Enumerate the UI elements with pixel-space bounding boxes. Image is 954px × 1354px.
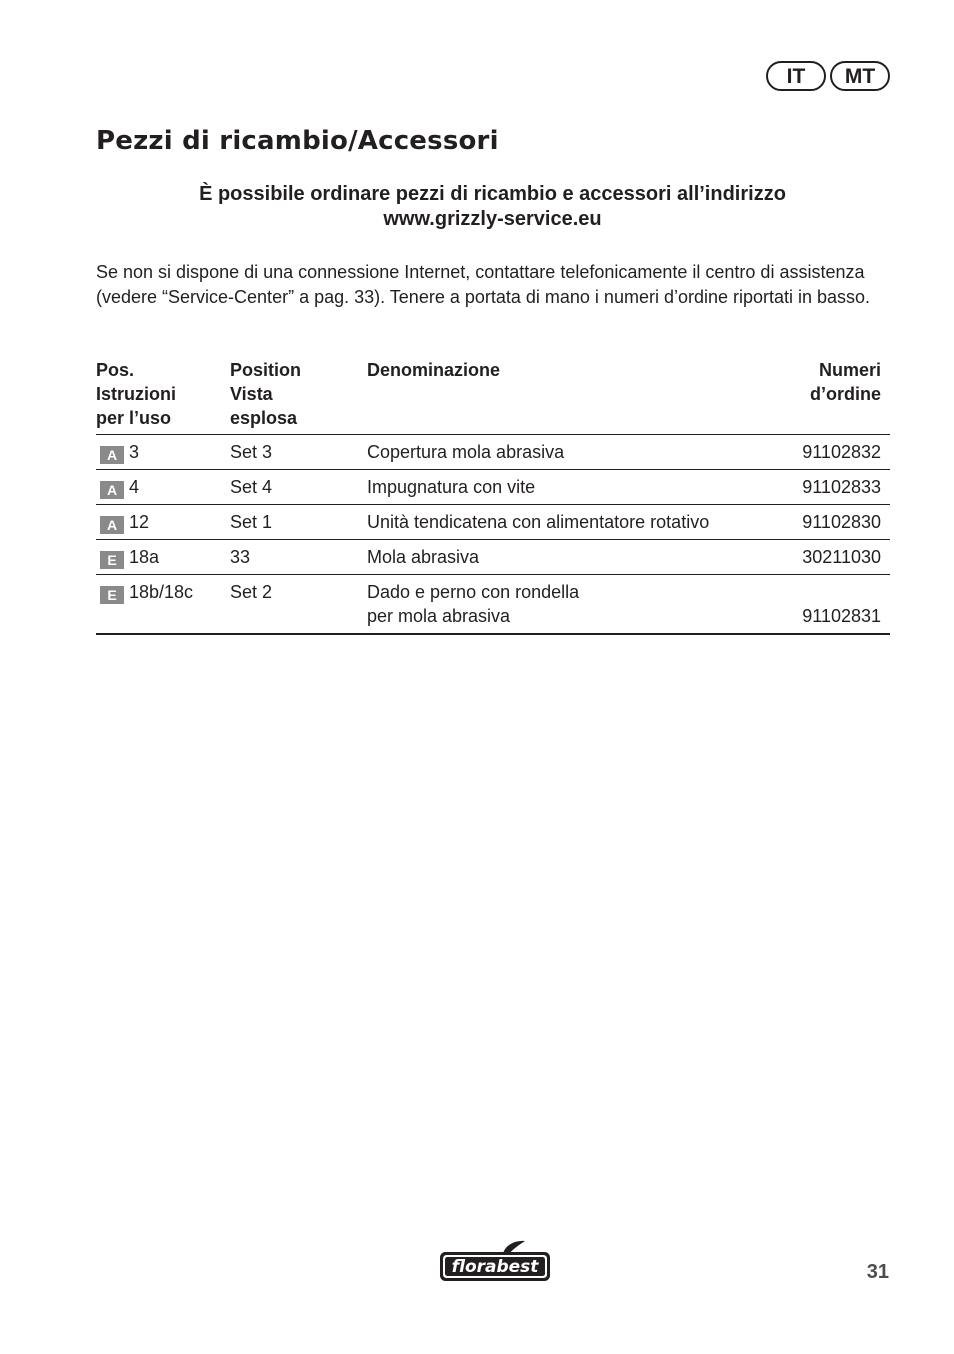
header-pos-line: Pos. — [96, 360, 135, 380]
cell-denominazione — [367, 540, 783, 575]
pos-number: 3 — [129, 442, 140, 462]
cell-denominazione — [367, 470, 783, 505]
table-row — [96, 470, 890, 505]
table-header-row — [96, 358, 890, 435]
pos-number: 18a — [129, 547, 160, 567]
order-info-heading — [96, 182, 889, 232]
cell-denominazione — [367, 435, 783, 470]
cell-pos — [96, 435, 230, 470]
page-number: 31 — [866, 1261, 889, 1283]
table-row — [96, 505, 890, 540]
florabest-logo — [439, 1239, 551, 1288]
cell-pos — [96, 470, 230, 505]
header-vista — [230, 358, 367, 435]
denominazione-line: Impugnatura con vite — [367, 477, 536, 497]
cell-pos — [96, 575, 230, 635]
cell-vista: 33 — [230, 540, 367, 575]
cell-vista: Set 4 — [230, 470, 367, 505]
service-url: www.grizzly-service.eu — [383, 208, 602, 230]
cell-pos — [96, 505, 230, 540]
header-vista-line: esplosa — [230, 408, 298, 428]
intro-paragraph: Se non si dispone di una connessione Internet, contattare telefonicamente il centro di assistenza (vedere “Service-Center” a pag. 33). Tenere a portata di mano i numeri d’ordine riportati in basso. — [96, 262, 871, 307]
header-denominazione — [367, 358, 783, 435]
cell-numero: 91102831 — [783, 575, 890, 635]
table-row — [96, 435, 890, 470]
header-vista-line: Vista — [230, 384, 273, 404]
figure-badge: E — [100, 586, 124, 604]
table-row — [96, 575, 890, 635]
header-pos — [96, 358, 230, 435]
language-badge-it: IT — [766, 61, 826, 91]
figure-badge: E — [100, 551, 124, 569]
cell-vista: Set 3 — [230, 435, 367, 470]
denominazione-line: Dado e perno con rondella — [367, 582, 580, 602]
page-title: Pezzi di ricambio/Accessori — [96, 126, 499, 156]
cell-denominazione — [367, 505, 783, 540]
header-numeri-line: d’ordine — [810, 384, 881, 404]
header-numeri — [783, 358, 890, 435]
pos-number: 4 — [129, 477, 140, 497]
header-pos-line: Istruzioni — [96, 384, 176, 404]
cell-pos — [96, 540, 230, 575]
header-numeri-line: Numeri — [818, 360, 881, 380]
pos-number: 12 — [129, 512, 150, 532]
language-badges — [766, 61, 890, 91]
header-vista-line: Position — [230, 360, 301, 380]
cell-denominazione — [367, 575, 783, 635]
cell-vista: Set 1 — [230, 505, 367, 540]
cell-numero: 91102830 — [783, 505, 890, 540]
figure-badge: A — [100, 481, 124, 499]
language-badge-mt: MT — [830, 61, 890, 91]
cell-vista: Set 2 — [230, 575, 367, 635]
figure-badge: A — [100, 446, 124, 464]
logo-wordmark: florabest — [451, 1257, 539, 1277]
denominazione-line: Copertura mola abrasiva — [367, 442, 565, 462]
spare-parts-table — [96, 358, 890, 635]
order-info-line: È possibile ordinare pezzi di ricambio e accessori all’indirizzo — [199, 183, 786, 205]
cell-numero: 30211030 — [783, 540, 890, 575]
cell-numero: 91102832 — [783, 435, 890, 470]
figure-badge: A — [100, 516, 124, 534]
table-row — [96, 540, 890, 575]
denominazione-line: per mola abrasiva — [367, 606, 511, 626]
header-pos-line: per l’uso — [96, 408, 172, 428]
denominazione-line: Mola abrasiva — [367, 547, 480, 567]
header-denominazione-line: Denominazione — [367, 360, 501, 380]
denominazione-line: Unità tendicatena con alimentatore rotativo — [367, 512, 710, 532]
cell-numero: 91102833 — [783, 470, 890, 505]
pos-number: 18b/18c — [129, 582, 194, 602]
